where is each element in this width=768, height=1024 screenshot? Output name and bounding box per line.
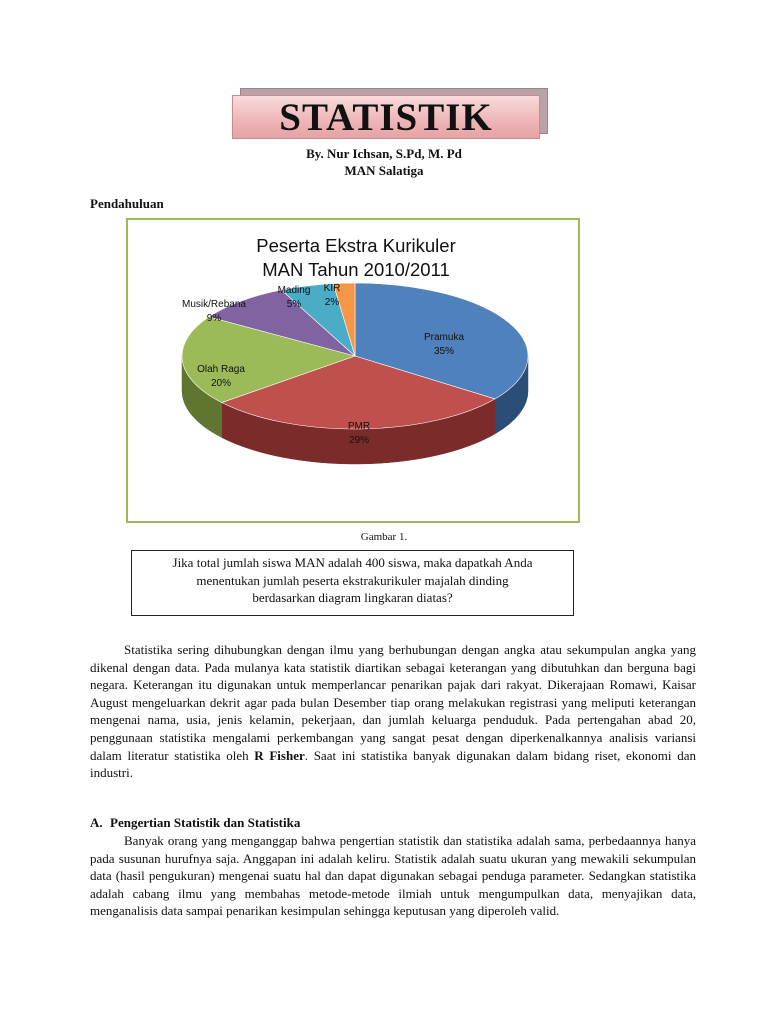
question-line-3: berdasarkan diagram lingkaran diatas?	[252, 590, 453, 605]
section-a-title: Pengertian Statistik dan Statistika	[110, 815, 301, 830]
pie-chart-frame	[126, 218, 580, 523]
slice-label-pmr: PMR	[347, 421, 371, 432]
question-line-1: Jika total jumlah siswa MAN adalah 400 siswa, maka dapatkah Anda	[172, 555, 533, 570]
slice-label-pramuka: Pramuka	[423, 332, 465, 343]
page-title: STATISTIK	[279, 95, 493, 139]
author-line: By. Nur Ichsan, S.Pd, M. Pd	[306, 146, 462, 161]
section-a-number: A.	[90, 815, 103, 830]
figure-caption: Gambar 1.	[360, 531, 408, 543]
question-line-2: menentukan jumlah peserta ekstrakurikuler majalah dinding	[196, 572, 509, 588]
institution-line: MAN Salatiga	[344, 163, 424, 178]
question-box	[131, 550, 574, 616]
slice-value-olah-raga: 20%	[210, 378, 232, 389]
intro-paragraph	[90, 641, 696, 782]
slice-value-pramuka: 35%	[433, 346, 455, 357]
pie-chart	[128, 220, 578, 521]
slice-value-kir: 2%	[324, 297, 340, 308]
intro-text-bold: R Fisher	[254, 747, 305, 763]
intro-text-b: . Saat ini statistika banyak digunakan dalam bidang riset, ekonomi dan industri.	[90, 747, 696, 781]
slice-value-mading: 5%	[286, 299, 302, 310]
slice-value-pmr: 29%	[348, 435, 370, 446]
slice-label-musik-rebana: Musik/Rebana	[182, 299, 246, 310]
chart-title: Peserta Ekstra Kurikuler	[256, 235, 456, 256]
title-banner	[232, 95, 540, 139]
slice-value-musik-rebana: 9%	[206, 313, 222, 324]
section-heading-intro: Pendahuluan	[90, 196, 164, 211]
slice-label-olah-raga: Olah Raga	[197, 364, 245, 375]
intro-text-a: Statistika sering dihubungkan dengan ilmu yang berhubungan dengan angka atau sekumpulan angka yang dikenal dengan data. Pada mulanya kata statistik diartikan sebagai keterangan yang dibutuhkan dan berguna bagi negara. Keterangan itu digunakan untuk memperlancar penarikan pajak dari rakyat. Dikerajaan Romawi, Kaisar August mengeluarkan dekrit agar pada bulan Desember tiap orang melakukan registrasi yang meliputi keterangan mengenai nama, usia, jenis kelamin, pekerjaan, dan jumlah keluarga penduduk. Pada pertengahan abad 20, penggunaan statistika mengalami perkembangan yang sangat pesat dengan diperkenalkannya analisis variansi dalam literatur statistika oleh	[90, 642, 696, 763]
section-heading-a	[90, 815, 300, 831]
chart-subtitle: MAN Tahun 2010/2011	[262, 259, 450, 280]
slice-label-mading: Mading	[277, 285, 311, 296]
section-a-paragraph: Banyak orang yang menganggap bahwa pengertian statistik dan statistika adalah sama, perbedaannya hanya pada susunan hurufnya saja. Anggapan ini adalah keliru. Statistik adalah suatu ukuran yang mewakili sekumpulan data (hasil pengukuran) mengenai suatu hal dan dapat digunakan sebagai penduga parameter. Sedangkan statistika adalah cabang ilmu yang membahas metode-metode ilmiah untuk mengumpulkan data, menyajikan data, menganalisis data sampai penarikan kesimpulan sehingga keputusan yang diperoleh valid.	[90, 833, 696, 919]
slice-label-kir: KIR	[323, 283, 341, 294]
